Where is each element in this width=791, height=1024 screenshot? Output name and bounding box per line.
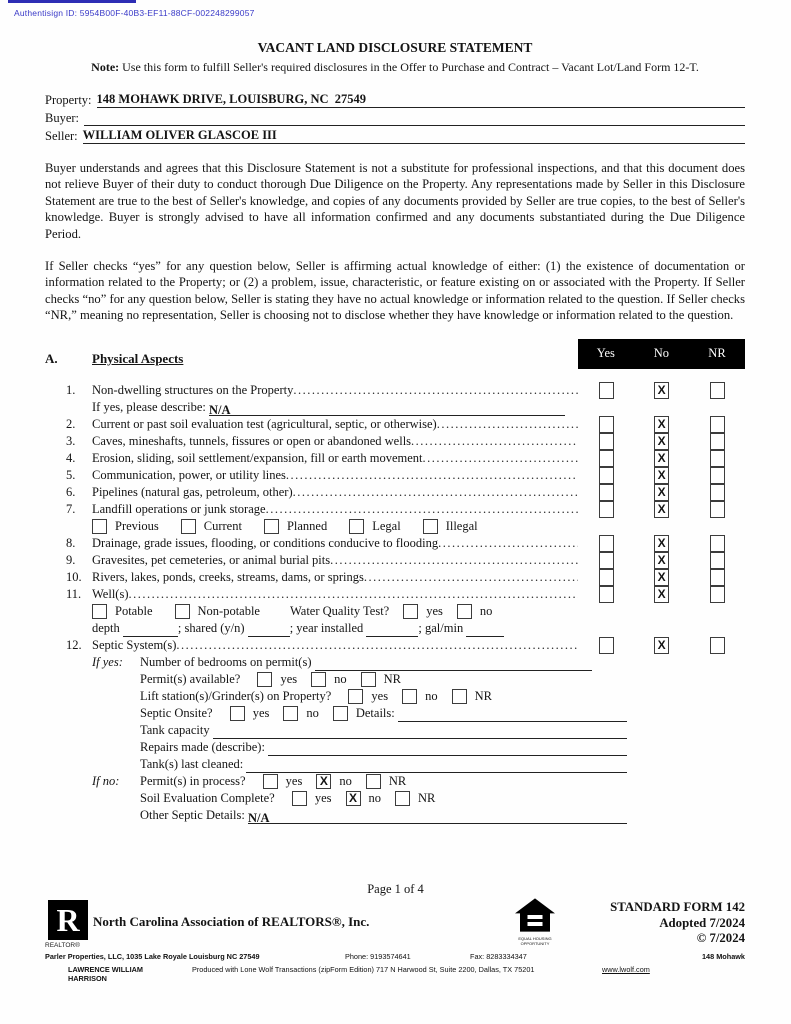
note-label: Note: (91, 60, 120, 74)
party-fields (45, 90, 745, 144)
standard-form-block (610, 900, 745, 947)
property-row (45, 90, 745, 108)
depth-field[interactable] (123, 624, 178, 637)
septic-onsite-no-checkbox[interactable] (283, 706, 298, 721)
q11-checkbox-nr[interactable] (710, 586, 725, 603)
q11-water-row: Potable Non-potable Water Quality Test? yes no (45, 603, 745, 620)
q7-legal-checkbox[interactable] (349, 519, 364, 534)
q8-checkbox-yes[interactable] (599, 535, 614, 552)
q11-wqt-yes-checkbox[interactable] (403, 604, 418, 619)
question-row-12: 12. Septic System(s) ..... X (45, 637, 745, 654)
standard-form-number: STANDARD FORM 142 (610, 900, 745, 914)
q1-describe-field[interactable]: N/A (209, 403, 565, 416)
property-label: Property: (45, 93, 92, 107)
q11-wqt-no-checkbox[interactable] (457, 604, 472, 619)
water-quality-test-label: Water Quality Test? (289, 603, 390, 618)
association-name: North Carolina Association of REALTORS®, Inc. (93, 914, 370, 929)
q12-septic-onsite-row: Septic Onsite? yes no Details: (45, 705, 627, 722)
disclaimer-paragraph: Buyer understands and agrees that this Disclosure Statement is not a substitute for professional inspections, and that this document does not relieve Buyer of their duty to conduct thorough Due Diligence on the Property. Any representations made by Seller in this Disclosure Statement are true to the best of Seller's knowledge, and copies of any documents provided by Seller are true copies, to the best of Seller's knowledge. Buyer is strongly advised to have all information confirmed and any documents substantiated during the Due Diligence Period. (45, 161, 745, 241)
question-row-1: 1. Non-dwelling structures on the Property ..... X (45, 382, 745, 399)
q1-checkbox-no[interactable]: X (654, 382, 669, 399)
authentisign-banner-strip (8, 0, 136, 3)
office-info: Parler Properties, LLC, 1035 Lake Royale Louisburg NC 27549 (45, 952, 260, 961)
year-installed-field[interactable] (366, 624, 418, 637)
question-row-11: 11. Well(s) ..... X (45, 586, 745, 603)
form-adopted-date: Adopted 7/2024 (659, 915, 745, 930)
q4-checkbox-nr[interactable] (710, 450, 725, 467)
q10-checkbox-yes[interactable] (599, 569, 614, 586)
footer-fine-print-1 (45, 952, 745, 961)
q9-checkbox-yes[interactable] (599, 552, 614, 569)
q5-checkbox-yes[interactable] (599, 467, 614, 484)
q7-checkbox-yes[interactable] (599, 501, 614, 518)
q6-checkbox-yes[interactable] (599, 484, 614, 501)
if-no-label: If no: (92, 773, 120, 788)
footer-logos-row (45, 898, 745, 953)
q5-checkbox-nr[interactable] (710, 467, 725, 484)
q12-soil-eval-row: Soil Evaluation Complete? yes X no NR (140, 790, 436, 805)
q7-illegal-checkbox[interactable] (423, 519, 438, 534)
q10-checkbox-nr[interactable] (710, 569, 725, 586)
q7-checkbox-nr[interactable] (710, 501, 725, 518)
question-row-8: 8. Drainage, grade issues, flooding, or conditions conducive to flooding ..... X (45, 535, 745, 552)
q6-checkbox-no[interactable]: X (654, 484, 669, 501)
buyer-field[interactable] (84, 125, 745, 126)
form-note (45, 60, 745, 75)
form-content (45, 40, 745, 824)
q7-previous-checkbox[interactable] (92, 519, 107, 534)
tank-cleaned-field[interactable] (246, 760, 627, 773)
q8-checkbox-nr[interactable] (710, 535, 725, 552)
question-row-6: 6. Pipelines (natural gas, petroleum, other) ..... X (45, 484, 745, 501)
seller-label: Seller: (45, 129, 78, 143)
q11-depth-row: depth ; shared (y/n) ; year installed ; gal/min (45, 620, 745, 637)
q12-permits-process-row: If no: Permit(s) in process? yes X no NR (92, 773, 407, 788)
fax-info: Fax: 8283334347 (470, 952, 527, 961)
q12-tank-capacity-row: Tank capacity (45, 722, 627, 739)
equal-housing-icon (515, 898, 555, 932)
yes-no-nr-header-bar (578, 339, 745, 369)
other-septic-details-field[interactable]: N/A (248, 811, 627, 824)
section-a-header (45, 339, 745, 369)
realtor-logo-caption: REALTOR® (45, 942, 80, 949)
septic-onsite-nr-checkbox[interactable] (333, 706, 348, 721)
permits-available-nr-checkbox[interactable] (361, 672, 376, 687)
question-row-9: 9. Gravesites, pet cemeteries, or animal burial pits ..... X (45, 552, 745, 569)
q7-planned-checkbox[interactable] (264, 519, 279, 534)
eho-caption-line2: OPPORTUNITY (520, 940, 550, 946)
q10-checkbox-no[interactable]: X (654, 569, 669, 586)
lwolf-link[interactable]: www.lwolf.com (602, 965, 650, 974)
q1-checkbox-nr[interactable] (710, 382, 725, 399)
question-text: Non-dwelling structures on the Property (92, 382, 294, 397)
form-copyright: © 7/2024 (696, 931, 745, 945)
q12-other-details-row: Other Septic Details: N/A (45, 807, 627, 824)
septic-onsite-yes-checkbox[interactable] (230, 706, 245, 721)
shared-field[interactable] (248, 624, 290, 637)
permits-available-no-checkbox[interactable] (311, 672, 326, 687)
q3-checkbox-nr[interactable] (710, 433, 725, 450)
permits-available-yes-checkbox[interactable] (257, 672, 272, 687)
agent-name: LAWRENCE WILLIAM HARRISON (68, 965, 143, 983)
section-letter: A. (45, 350, 58, 366)
realtor-logo-icon: R (48, 900, 88, 940)
q12-cleaned-row: Tank(s) last cleaned: (45, 756, 627, 773)
col-header-yes: Yes (596, 346, 615, 361)
tank-capacity-field[interactable] (213, 726, 627, 739)
dot-leader (293, 383, 578, 398)
q12-checkbox-no[interactable]: X (654, 637, 669, 654)
seller-row (45, 126, 745, 144)
q1-checkbox-yes[interactable] (599, 382, 614, 399)
col-header-no: No (653, 346, 670, 361)
question-row-10: 10. Rivers, lakes, ponds, creeks, streams, dams, or springs ..... X (45, 569, 745, 586)
phone-info: Phone: 9193574641 (345, 952, 411, 961)
if-yes-label: If yes: (92, 654, 123, 669)
bedrooms-permit-field[interactable] (315, 658, 592, 671)
q3-checkbox-no[interactable]: X (654, 433, 669, 450)
question-row-5: 5. Communication, power, or utility lines ..... X (45, 467, 745, 484)
q2-checkbox-nr[interactable] (710, 416, 725, 433)
question-row-3: 3. Caves, mineshafts, tunnels, fissures or open or abandoned wells ..... X (45, 433, 745, 450)
instructions-paragraph: If Seller checks “yes” for any question below, Seller is affirming actual knowledge of either: (1) the existence of documentation or information related to the Property; or (2) a problem, issue, characteristic, or feature existing on or associated with the Property. If Seller checks “no” for any question below, Seller is stating they have no actual knowledge or information related to the question. If Seller checks “NR,” meaning no representation, Seller is choosing not to disclose whether they have knowledge or information related to the question. (45, 259, 745, 323)
q8-checkbox-no[interactable]: X (654, 535, 669, 552)
soil-eval-no-checkbox[interactable]: X (346, 791, 361, 806)
q12-bedrooms-row: If yes: Number of bedrooms on permit(s) (45, 654, 592, 671)
property-field[interactable]: 148 MOHAWK DRIVE, LOUISBURG, NC 27549 (97, 92, 745, 108)
page-number: Page 1 of 4 (367, 882, 424, 896)
note-text: Use this form to fulfill Seller's required disclosures in the Offer to Purchase and Contract – Vacant Lot/Land Form 12-T. (119, 60, 699, 74)
q1-describe-row (45, 399, 565, 416)
produced-with-text: Produced with Lone Wolf Transactions (zipForm Edition) 717 N Harwood St, Suite 2200, Dallas, TX 75201 (192, 965, 535, 974)
soil-eval-yes-checkbox[interactable] (292, 791, 307, 806)
q11-potable-checkbox[interactable] (92, 604, 107, 619)
q9-checkbox-nr[interactable] (710, 552, 725, 569)
q12-repairs-row: Repairs made (describe): (45, 739, 627, 756)
q11-checkbox-no[interactable]: X (654, 586, 669, 603)
question-list (45, 382, 745, 824)
q4-checkbox-no[interactable]: X (654, 450, 669, 467)
q9-checkbox-no[interactable]: X (654, 552, 669, 569)
q12-checkbox-nr[interactable] (710, 637, 725, 654)
file-reference: 148 Mohawk (702, 952, 745, 961)
q2-checkbox-no[interactable]: X (654, 416, 669, 433)
q11-checkbox-yes[interactable] (599, 586, 614, 603)
eho-caption-line1: EQUAL HOUSING (518, 936, 552, 941)
buyer-row (45, 108, 745, 126)
q11-nonpotable-checkbox[interactable] (175, 604, 190, 619)
gal-min-field[interactable] (466, 624, 504, 637)
permits-process-yes-checkbox[interactable] (263, 774, 278, 789)
lift-station-nr-checkbox[interactable] (452, 689, 467, 704)
q4-checkbox-yes[interactable] (599, 450, 614, 467)
lift-station-yes-checkbox[interactable] (348, 689, 363, 704)
q12-permits-available-row: Permit(s) available? yes no NR (140, 671, 401, 686)
permits-process-no-checkbox[interactable]: X (316, 774, 331, 789)
q3-checkbox-yes[interactable] (599, 433, 614, 450)
q5-checkbox-no[interactable]: X (654, 467, 669, 484)
q12-checkbox-yes[interactable] (599, 637, 614, 654)
question-row-7: 7. Landfill operations or junk storage ..... X (45, 501, 745, 518)
footer-fine-print-2 (45, 965, 745, 983)
repairs-made-field[interactable] (268, 743, 627, 756)
lift-station-no-checkbox[interactable] (402, 689, 417, 704)
seller-field[interactable]: WILLIAM OLIVER GLASCOE III (83, 128, 745, 144)
soil-eval-nr-checkbox[interactable] (395, 791, 410, 806)
q2-checkbox-yes[interactable] (599, 416, 614, 433)
q6-checkbox-nr[interactable] (710, 484, 725, 501)
permits-process-nr-checkbox[interactable] (366, 774, 381, 789)
q12-lift-station-row: Lift station(s)/Grinder(s) on Property? yes no NR (140, 688, 492, 703)
col-header-nr: NR (708, 346, 726, 361)
buyer-label: Buyer: (45, 111, 80, 125)
authentisign-id: Authentisign ID: 5954B00F-40B3-EF11-88CF-002248299057 (14, 8, 255, 18)
q1-describe-label: If yes, please describe: (92, 399, 209, 414)
q7-current-checkbox[interactable] (181, 519, 196, 534)
form-title: VACANT LAND DISCLOSURE STATEMENT (257, 40, 533, 55)
question-row-4: 4. Erosion, sliding, soil settlement/expansion, fill or earth movement ..... X (45, 450, 745, 467)
question-row-2: 2. Current or past soil evaluation test (agricultural, septic, or otherwise) ..... X (45, 416, 745, 433)
septic-details-field[interactable] (398, 709, 627, 722)
q7-checkbox-no[interactable]: X (654, 501, 669, 518)
section-heading: Physical Aspects (92, 350, 184, 366)
q7-options-row: Previous Current Planned Legal Illegal (45, 518, 745, 535)
equal-housing-block (513, 898, 557, 946)
